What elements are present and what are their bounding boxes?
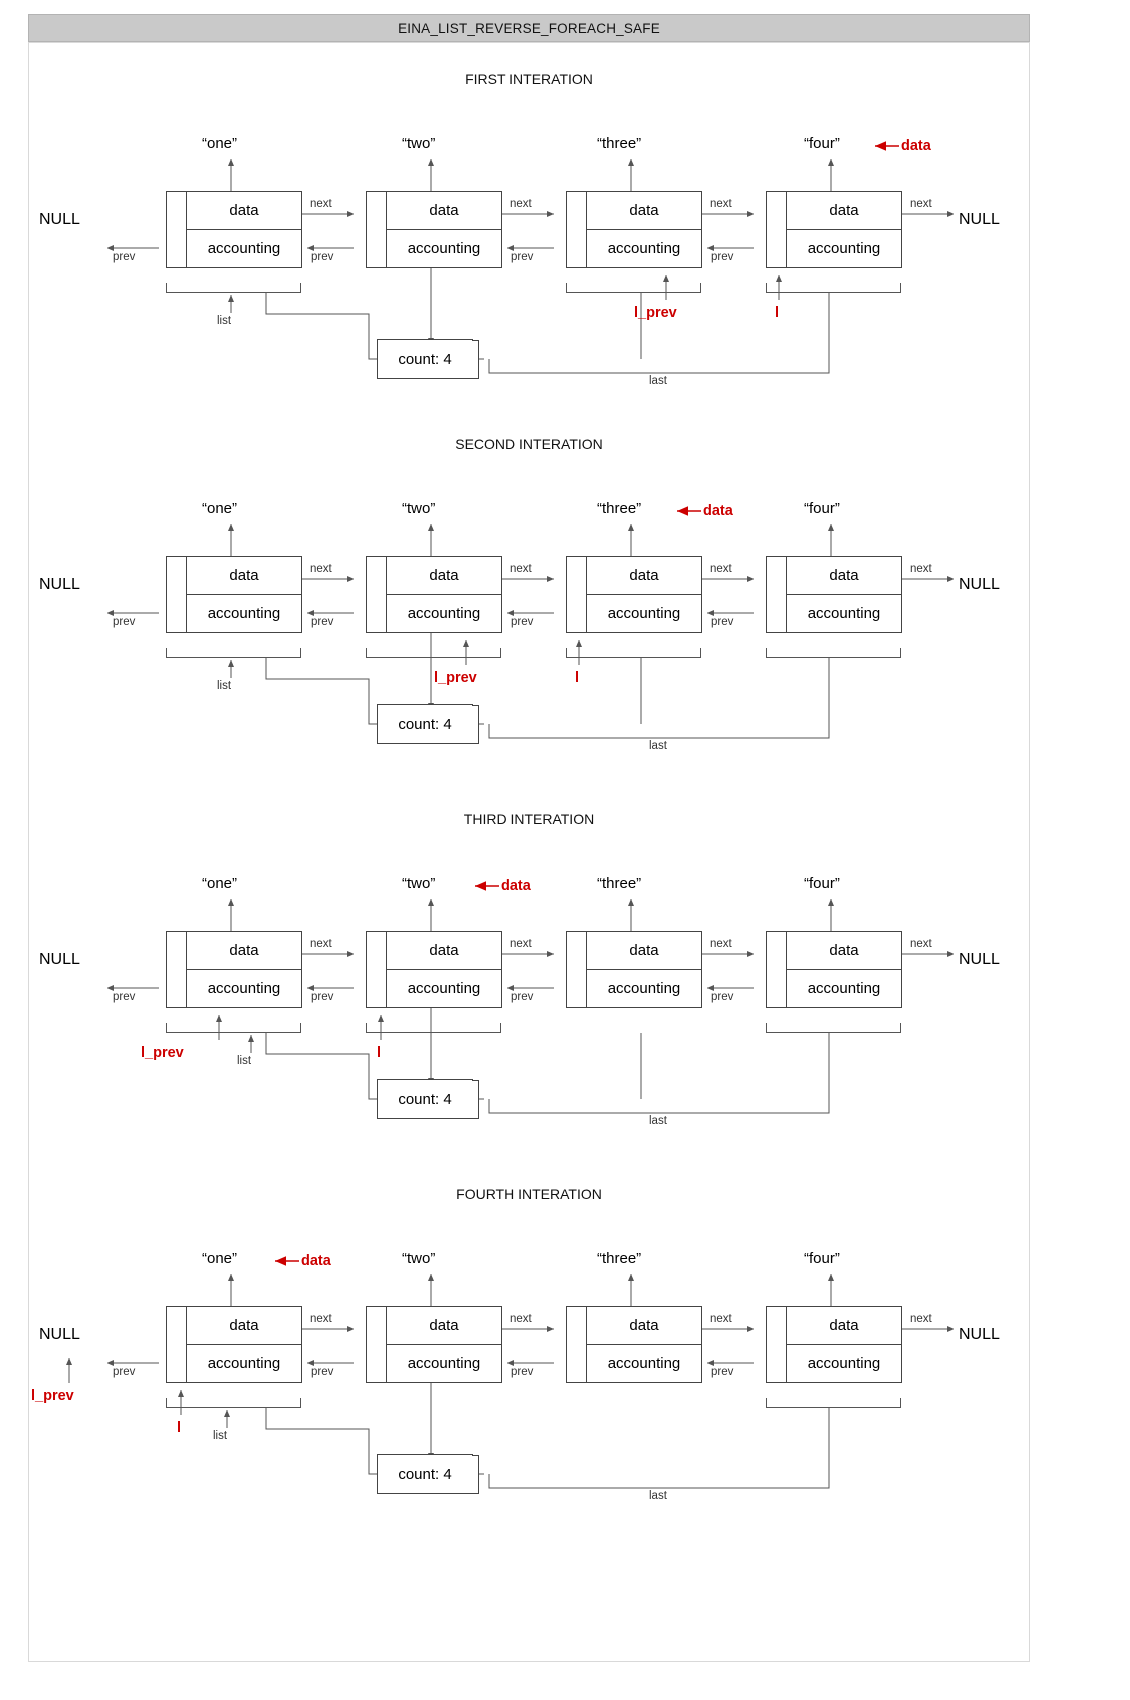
list-node-three bbox=[566, 1306, 702, 1384]
node-data-cell: data bbox=[786, 556, 902, 595]
next-label: next bbox=[510, 563, 532, 575]
node-bracket bbox=[366, 191, 386, 268]
data-pointer-label-1: data bbox=[901, 138, 931, 154]
count-text: count: 4 bbox=[398, 350, 452, 368]
prev-label: prev bbox=[311, 616, 334, 628]
node-data-cell: data bbox=[786, 1306, 902, 1345]
next-label: next bbox=[910, 1313, 932, 1325]
node-label-three: “three” bbox=[597, 1250, 642, 1267]
node-brace bbox=[166, 283, 301, 293]
list-node-four bbox=[766, 931, 902, 1009]
node-brace bbox=[166, 648, 301, 658]
prev-label: prev bbox=[113, 1366, 136, 1378]
prev-label: prev bbox=[311, 251, 334, 263]
node-bracket bbox=[366, 556, 386, 633]
node-accounting-cell: accounting bbox=[586, 1344, 702, 1383]
next-label: next bbox=[510, 1313, 532, 1325]
null-label-left: NULL bbox=[39, 211, 80, 228]
node-bracket bbox=[366, 931, 386, 1008]
diagram-frame bbox=[28, 42, 1030, 1662]
node-brace bbox=[366, 648, 501, 658]
prev-label: prev bbox=[113, 251, 136, 263]
count-text: count: 4 bbox=[398, 1090, 452, 1108]
last-label: last bbox=[649, 740, 667, 752]
l-label-1: l bbox=[775, 305, 780, 321]
l-prev-label-1: l_prev bbox=[634, 305, 677, 321]
node-accounting-cell: accounting bbox=[186, 1344, 302, 1383]
node-label-four: “four” bbox=[804, 500, 840, 517]
list-node-three bbox=[566, 191, 702, 269]
node-label-one: “one” bbox=[202, 500, 238, 517]
node-label-four: “four” bbox=[804, 875, 840, 892]
node-bracket bbox=[566, 931, 586, 1008]
node-accounting-cell: accounting bbox=[186, 229, 302, 268]
node-data-cell: data bbox=[586, 191, 702, 230]
node-brace bbox=[566, 648, 701, 658]
l-label-3: l bbox=[377, 1045, 382, 1061]
node-bracket bbox=[166, 931, 186, 1008]
node-label-three: “three” bbox=[597, 875, 642, 892]
next-label: next bbox=[710, 563, 732, 575]
count-tick bbox=[472, 1080, 479, 1119]
l-label-2: l bbox=[575, 670, 580, 686]
next-label: next bbox=[910, 938, 932, 950]
null-label-right: NULL bbox=[959, 951, 1000, 968]
node-brace bbox=[766, 648, 901, 658]
accounting-count-box bbox=[377, 339, 473, 379]
node-accounting-cell: accounting bbox=[586, 969, 702, 1008]
node-bracket bbox=[766, 931, 786, 1008]
node-bracket bbox=[566, 556, 586, 633]
count-tick bbox=[472, 1455, 479, 1494]
node-data-cell: data bbox=[186, 191, 302, 230]
node-brace bbox=[766, 1023, 901, 1033]
next-label: next bbox=[310, 938, 332, 950]
node-label-two: “two” bbox=[402, 135, 436, 152]
l-prev-label-3: l_prev bbox=[141, 1045, 184, 1061]
node-data-cell: data bbox=[786, 191, 902, 230]
prev-label: prev bbox=[113, 616, 136, 628]
next-label: next bbox=[510, 938, 532, 950]
null-label-left: NULL bbox=[39, 576, 80, 593]
node-brace bbox=[566, 283, 701, 293]
window-title bbox=[28, 14, 1030, 42]
prev-label: prev bbox=[711, 991, 734, 1003]
next-label: next bbox=[710, 938, 732, 950]
node-accounting-cell: accounting bbox=[186, 594, 302, 633]
node-data-cell: data bbox=[586, 1306, 702, 1345]
data-pointer-label-4: data bbox=[301, 1253, 331, 1269]
node-accounting-cell: accounting bbox=[786, 594, 902, 633]
null-label-left: NULL bbox=[39, 1326, 80, 1343]
node-label-three: “three” bbox=[597, 135, 642, 152]
list-node-two bbox=[366, 191, 502, 269]
list-label: list bbox=[237, 1055, 252, 1067]
list-node-one bbox=[166, 191, 302, 269]
prev-label: prev bbox=[511, 1366, 534, 1378]
node-label-three: “three” bbox=[597, 500, 642, 517]
node-data-cell: data bbox=[386, 556, 502, 595]
next-label: next bbox=[310, 198, 332, 210]
prev-label: prev bbox=[511, 616, 534, 628]
node-label-two: “two” bbox=[402, 1250, 436, 1267]
node-data-cell: data bbox=[786, 931, 902, 970]
data-pointer-label-3: data bbox=[501, 878, 531, 894]
null-label-left: NULL bbox=[39, 951, 80, 968]
l-prev-label-4: l_prev bbox=[31, 1388, 74, 1404]
node-accounting-cell: accounting bbox=[386, 229, 502, 268]
prev-label: prev bbox=[311, 1366, 334, 1378]
list-node-three bbox=[566, 931, 702, 1009]
next-label: next bbox=[310, 563, 332, 575]
list-node-two bbox=[366, 1306, 502, 1384]
section-title-4: FOURTH INTERATION bbox=[456, 1186, 602, 1202]
prev-label: prev bbox=[711, 1366, 734, 1378]
window-title-text: EINA_LIST_REVERSE_FOREACH_SAFE bbox=[398, 20, 660, 36]
list-node-two bbox=[366, 556, 502, 634]
node-accounting-cell: accounting bbox=[386, 1344, 502, 1383]
list-node-three bbox=[566, 556, 702, 634]
node-accounting-cell: accounting bbox=[386, 969, 502, 1008]
l-label-4: l bbox=[177, 1420, 182, 1436]
node-accounting-cell: accounting bbox=[786, 1344, 902, 1383]
list-node-two bbox=[366, 931, 502, 1009]
list-node-one bbox=[166, 556, 302, 634]
list-node-one bbox=[166, 1306, 302, 1384]
last-label: last bbox=[649, 1115, 667, 1127]
node-label-four: “four” bbox=[804, 135, 840, 152]
node-label-four: “four” bbox=[804, 1250, 840, 1267]
prev-label: prev bbox=[511, 991, 534, 1003]
node-bracket bbox=[566, 1306, 586, 1383]
node-bracket bbox=[766, 556, 786, 633]
node-data-cell: data bbox=[386, 191, 502, 230]
list-node-four bbox=[766, 191, 902, 269]
next-label: next bbox=[910, 198, 932, 210]
node-bracket bbox=[166, 1306, 186, 1383]
list-label: list bbox=[213, 1430, 228, 1442]
last-label: last bbox=[649, 1490, 667, 1502]
node-brace bbox=[166, 1398, 301, 1408]
node-label-one: “one” bbox=[202, 1250, 238, 1267]
next-label: next bbox=[710, 198, 732, 210]
l-prev-label-2: l_prev bbox=[434, 670, 477, 686]
section-title-2: SECOND INTERATION bbox=[455, 436, 603, 452]
null-label-right: NULL bbox=[959, 576, 1000, 593]
prev-label: prev bbox=[311, 991, 334, 1003]
list-node-four bbox=[766, 556, 902, 634]
node-bracket bbox=[166, 191, 186, 268]
section-title-3: THIRD INTERATION bbox=[463, 811, 595, 827]
node-data-cell: data bbox=[186, 931, 302, 970]
node-data-cell: data bbox=[386, 1306, 502, 1345]
node-bracket bbox=[366, 1306, 386, 1383]
prev-label: prev bbox=[711, 251, 734, 263]
count-text: count: 4 bbox=[398, 1465, 452, 1483]
count-tick bbox=[472, 340, 479, 379]
accounting-count-box bbox=[377, 1454, 473, 1494]
count-text: count: 4 bbox=[398, 715, 452, 733]
next-label: next bbox=[510, 198, 532, 210]
prev-label: prev bbox=[711, 616, 734, 628]
section-title-1: FIRST INTERATION bbox=[465, 71, 593, 87]
last-label: last bbox=[649, 375, 667, 387]
accounting-count-box bbox=[377, 1079, 473, 1119]
count-tick bbox=[472, 705, 479, 744]
node-accounting-cell: accounting bbox=[586, 594, 702, 633]
node-bracket bbox=[166, 556, 186, 633]
next-label: next bbox=[710, 1313, 732, 1325]
node-accounting-cell: accounting bbox=[586, 229, 702, 268]
node-label-one: “one” bbox=[202, 135, 238, 152]
node-brace bbox=[766, 283, 901, 293]
list-node-one bbox=[166, 931, 302, 1009]
node-brace bbox=[166, 1023, 301, 1033]
node-label-two: “two” bbox=[402, 875, 436, 892]
accounting-count-box bbox=[377, 704, 473, 744]
prev-label: prev bbox=[113, 991, 136, 1003]
data-pointer-label-2: data bbox=[703, 503, 733, 519]
node-accounting-cell: accounting bbox=[786, 969, 902, 1008]
node-bracket bbox=[566, 191, 586, 268]
node-brace bbox=[766, 1398, 901, 1408]
node-accounting-cell: accounting bbox=[186, 969, 302, 1008]
node-data-cell: data bbox=[186, 556, 302, 595]
list-label: list bbox=[217, 680, 232, 692]
list-node-four bbox=[766, 1306, 902, 1384]
node-label-two: “two” bbox=[402, 500, 436, 517]
list-label: list bbox=[217, 315, 232, 327]
null-label-right: NULL bbox=[959, 1326, 1000, 1343]
node-data-cell: data bbox=[386, 931, 502, 970]
node-data-cell: data bbox=[586, 556, 702, 595]
node-data-cell: data bbox=[186, 1306, 302, 1345]
node-brace bbox=[366, 1023, 501, 1033]
node-accounting-cell: accounting bbox=[786, 229, 902, 268]
node-bracket bbox=[766, 1306, 786, 1383]
next-label: next bbox=[310, 1313, 332, 1325]
null-label-right: NULL bbox=[959, 211, 1000, 228]
node-bracket bbox=[766, 191, 786, 268]
node-label-one: “one” bbox=[202, 875, 238, 892]
node-data-cell: data bbox=[586, 931, 702, 970]
node-accounting-cell: accounting bbox=[386, 594, 502, 633]
prev-label: prev bbox=[511, 251, 534, 263]
next-label: next bbox=[910, 563, 932, 575]
